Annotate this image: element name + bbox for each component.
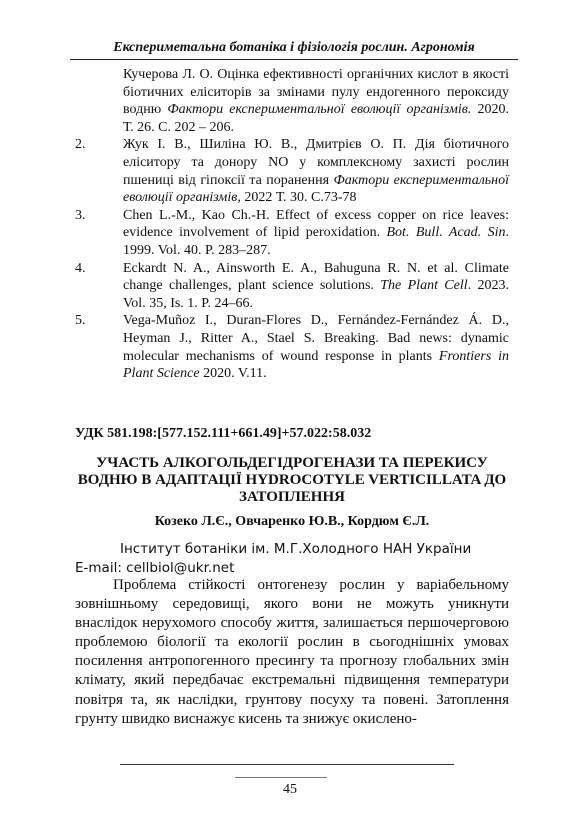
reference-source: Bot. Bull. Acad. Sin: [386, 225, 506, 241]
reference-number: 3.: [75, 207, 86, 223]
reference-number: 5.: [75, 313, 86, 329]
reference-source: Фактори експериментальної еволюції організмів.: [167, 102, 472, 118]
reference-item: [75, 312, 509, 382]
article-title: УЧАСТЬ АЛКОГОЛЬДЕГІДРОГЕНАЗИ ТА ПЕРЕКИСУ ВОДНЮ В АДАПТАЦІЇ HYDROCOTYLE VERTICILLATA ДО ЗАТОПЛЕННЯ: [77, 455, 507, 505]
footer-rule-short: [235, 777, 327, 778]
contact-email: E-mail: cellbiol@ukr.net: [75, 560, 235, 576]
reference-text: Eckardt N. A., Ainsworth E. A., Bahuguna R. N. et al. Climate change challenges, plant science solutions.: [123, 260, 509, 294]
reference-item: [75, 260, 509, 313]
reference-source: Frontiers in Plant Science: [123, 348, 509, 382]
reference-list: [75, 66, 509, 383]
abstract-paragraph: Проблема стійкості онтогенезу рослин у варіабельному зовнішньому середовищі, якого вони не можуть уникнути внаслідок нерухомого способу життя, залишається першочерговою проблемою біології та екології рослин в сьогоднішніх умовах посилення антропогенного пресингу та прогнозу глобальних змін клімату, який передбачає екстремальні підвищення температури повітря та, як наслідки, грунтову посуху та повені. Затоплення грунту швидко виснажує кисень та знижує окислено-: [75, 577, 509, 727]
reference-text: Жук І. В., Шиліна Ю. В., Дмитрієв О. П. Дія біотичного еліситору та донору NO у комплексному захисті рослин пшениці від гіпоксії та поранення: [123, 137, 509, 188]
reference-text: 2020. V.11.: [199, 366, 267, 382]
running-header: Експериметальна ботаніка і фізіологія рослин. Агрономія: [70, 40, 518, 60]
reference-source: The Plant Cell: [380, 278, 468, 294]
reference-item: [75, 136, 509, 206]
reference-text: 2022 Т. 30. С.73-78: [240, 190, 357, 206]
reference-text: Vega-Muñoz I., Duran-Flores D., Fernández-Fernández Á. D., Heyman J., Ritter A., Stael S. Breaking. Bad news: dynamic molecular mechanisms of wound response in plants: [123, 313, 509, 364]
reference-text: Кучерова Л. О. Оцінка ефективності органічних кислот в якості біотичних еліситорів за змінами пулу ендогенного пероксиду водню: [123, 67, 509, 118]
reference-number: 4.: [75, 260, 86, 276]
reference-item: [75, 207, 509, 260]
page-number: 45: [283, 782, 297, 797]
reference-text: 2020. Т. 26. С. 202 – 206.: [123, 102, 510, 135]
reference-item: [75, 66, 509, 136]
reference-text: . 2023. Vol. 35, Is. 1. P. 24–66.: [123, 278, 509, 311]
reference-source: Фактори експериментальної еволюції організмів,: [123, 172, 509, 206]
reference-text: . 1999. Vol. 40. P. 283–287.: [123, 225, 509, 258]
footer-rule: [120, 764, 454, 765]
institution: Інститут ботаніки ім. М.Г.Холодного НАН України: [120, 541, 472, 557]
article-authors: Козеко Л.Є., Овчаренко Ю.В., Кордюм Є.Л.: [154, 514, 430, 529]
reference-text: Chen L.-M., Kao Ch.-H. Effect of excess copper on rice leaves: evidence involvement of lipid peroxidation.: [123, 207, 509, 241]
udk-code: УДК 581.198:[577.152.111+661.49]+57.022:58.032: [75, 426, 372, 441]
reference-number: 2.: [75, 137, 86, 153]
